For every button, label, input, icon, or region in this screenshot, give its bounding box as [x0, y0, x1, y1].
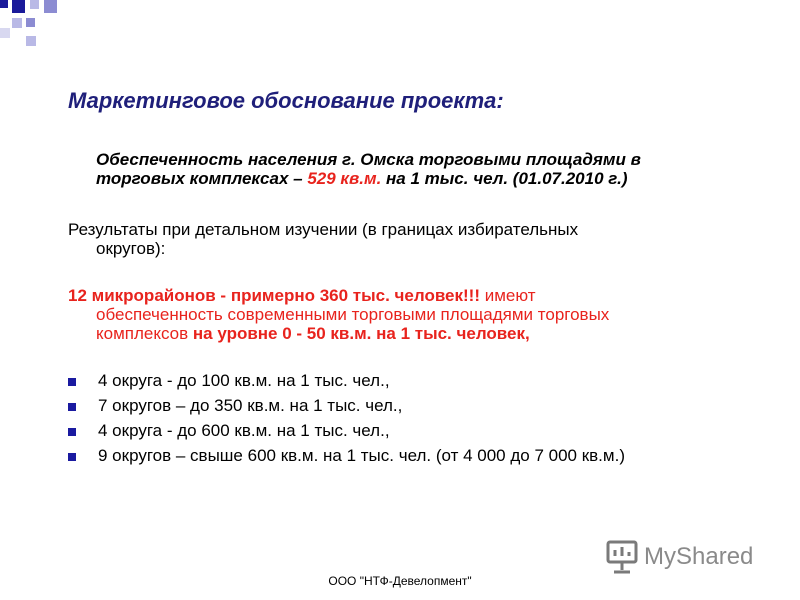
subtitle-highlight: 529 кв.м.: [307, 169, 382, 188]
list-item: [68, 445, 625, 470]
highlight-line-3: [68, 324, 728, 343]
subtitle-line-1: Обеспеченность населения г. Омска торговыми площадями в: [96, 150, 641, 169]
watermark-text: MyShared: [644, 543, 754, 570]
bullet-square-icon: [68, 403, 76, 411]
highlight-text-1: имеют: [480, 286, 536, 305]
bullet-square-icon: [68, 453, 76, 461]
list-item: [68, 370, 625, 395]
bullet-square-icon: [68, 428, 76, 436]
highlight-bold-1: 12 микрорайонов - примерно 360 тыс. человек!!!: [68, 286, 481, 305]
list-item-text: 4 округа - до 600 кв.м. на 1 тыс. чел.,: [98, 421, 390, 440]
subtitle: [96, 150, 736, 188]
list-item: [68, 395, 625, 420]
highlight-paragraph: [68, 286, 728, 343]
highlight-text-3: комплексов: [96, 324, 193, 343]
bullet-square-icon: [68, 378, 76, 386]
list-item-text: 9 округов – свыше 600 кв.м. на 1 тыс. чел. (от 4 000 до 7 000 кв.м.): [98, 446, 625, 465]
subtitle-text: торговых комплексах –: [96, 169, 308, 188]
list-item-text: 7 округов – до 350 кв.м. на 1 тыс. чел.,: [98, 396, 403, 415]
list-item-text: 4 округа - до 100 кв.м. на 1 тыс. чел.,: [98, 371, 390, 390]
highlight-text-2: обеспеченность современными торговыми площадями торговых: [96, 305, 610, 324]
slide-title: Маркетинговое обоснование проекта:: [68, 88, 504, 113]
subtitle-tail: на 1 тыс. чел. (01.07.2010 г.): [381, 169, 628, 188]
list-item: [68, 420, 625, 445]
presentation-board-icon: [608, 542, 636, 572]
highlight-bold-2: на уровне 0 - 50 кв.м. на 1 тыс. человек,: [192, 324, 530, 343]
intro-paragraph: [68, 220, 728, 258]
myshared-logo: [604, 536, 766, 576]
intro-line-2: округов):: [96, 239, 166, 258]
intro-line-1: Результаты при детальном изучении (в границах избирательных: [68, 220, 579, 239]
district-list: [68, 370, 625, 470]
subtitle-line-2: [96, 169, 736, 188]
footer-company: ООО "НТФ-Девелопмент": [328, 574, 472, 588]
